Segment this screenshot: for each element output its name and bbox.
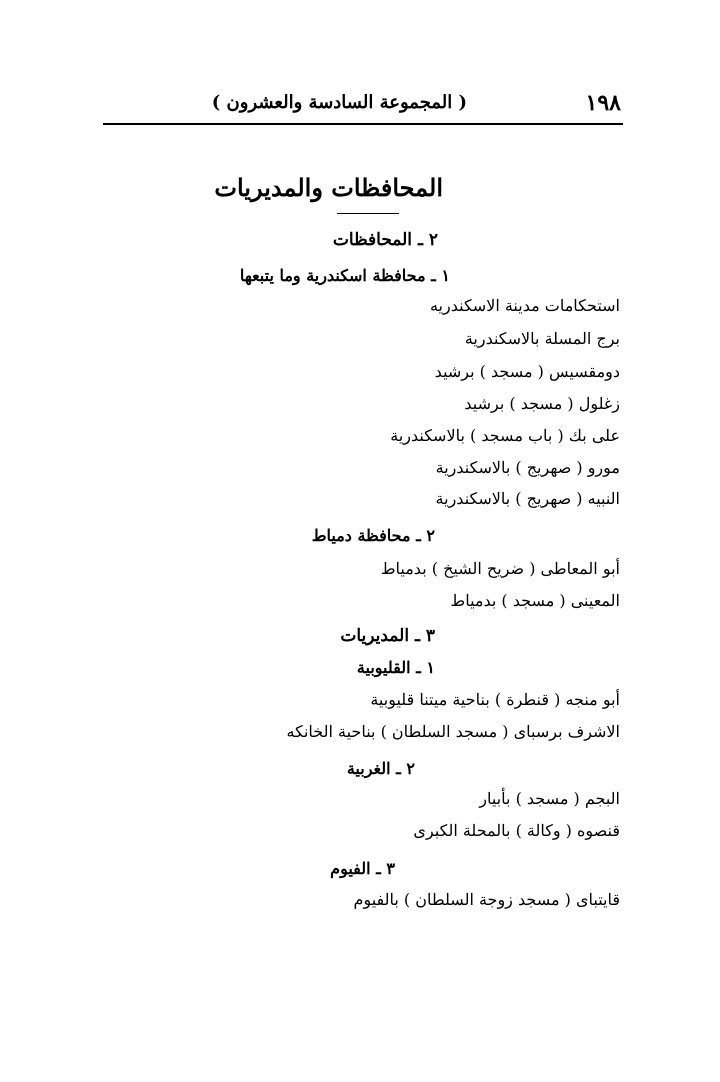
list-item: أبو المعاطى ( ضريح الشيخ ) بدمياط — [380, 559, 620, 578]
gharbia-heading: ٢ ـ الغربية — [346, 759, 415, 778]
list-item: مورو ( صهريج ) بالاسكندرية — [435, 458, 620, 477]
list-item: دومقسيس ( مسجد ) برشيد — [434, 362, 620, 381]
list-item: الاشرف برسباى ( مسجد السلطان ) بناحية الخانكه — [286, 722, 620, 741]
list-item: البجم ( مسجد ) بأبيار — [479, 789, 620, 808]
list-item: على بك ( باب مسجد ) بالاسكندرية — [390, 426, 620, 445]
directorates-heading: ٣ ـ المديريات — [340, 626, 435, 646]
list-item: قايتباى ( مسجد زوجة السلطان ) بالفيوم — [353, 890, 620, 909]
page-number: ١٩٨ — [585, 90, 621, 116]
list-item: المعينى ( مسجد ) بدمياط — [450, 591, 620, 610]
list-item: قنصوه ( وكالة ) بالمحلة الكبرى — [413, 821, 620, 840]
list-item: أبو منجه ( قنطرة ) بناحية ميتنا قليوبية — [370, 690, 620, 709]
governorates-heading: ٢ ـ المحافظات — [332, 230, 438, 250]
title-underline — [337, 213, 399, 214]
collection-title: ( المجموعة السادسة والعشرون ) — [211, 92, 467, 113]
list-item: استحكامات مدينة الاسكندريه — [429, 296, 620, 315]
qalyubia-heading: ١ ـ القليوبية — [356, 658, 435, 677]
list-item: برج المسلة بالاسكندرية — [464, 329, 620, 348]
section-title: المحافظات والمديريات — [214, 173, 443, 202]
list-item: زغلول ( مسجد ) برشيد — [464, 394, 620, 413]
fayoum-heading: ٣ ـ الفيوم — [330, 859, 395, 878]
list-item: النبيه ( صهريج ) بالاسكندرية — [435, 489, 620, 508]
header-rule — [103, 123, 623, 125]
alexandria-heading: ١ ـ محافظة اسكندرية وما يتبعها — [239, 266, 450, 285]
damietta-heading: ٢ ـ محافظة دمياط — [311, 526, 435, 545]
